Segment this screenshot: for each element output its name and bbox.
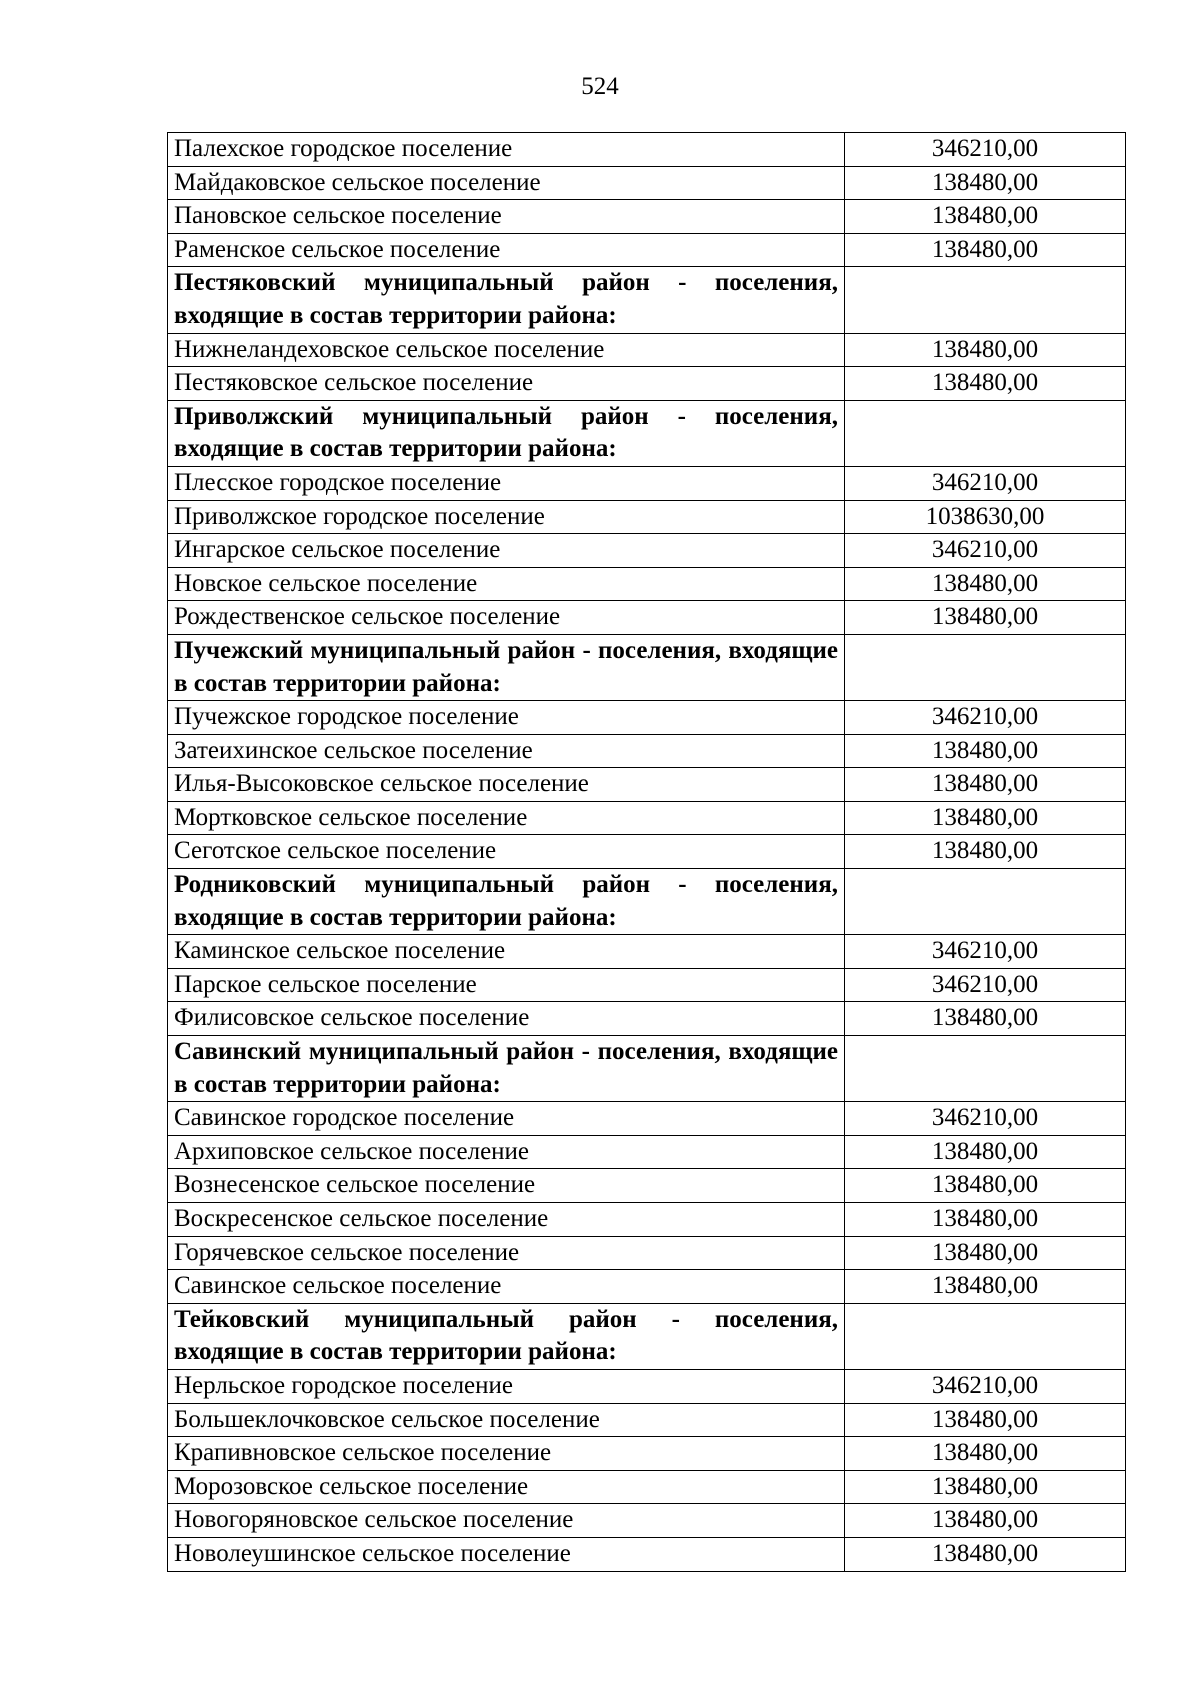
district-name-cell: Пучежский муниципальный район - поселения, входящие в состав территории района: (168, 634, 845, 700)
amount-cell: 138480,00 (845, 734, 1126, 768)
settlement-name-cell: Нерльское городское поселение (168, 1369, 845, 1403)
district-name-cell: Савинский муниципальный район - поселения, входящие в состав территории района: (168, 1036, 845, 1102)
settlement-row (168, 534, 1126, 568)
amount-cell (845, 267, 1126, 333)
settlement-row (168, 500, 1126, 534)
district-name-cell: Родниковский муниципальный район - поселения, входящие в состав территории района: (168, 869, 845, 935)
amount-cell: 138480,00 (845, 367, 1126, 401)
district-name-cell: Пестяковский муниципальный район - поселения, входящие в состав территории района: (168, 267, 845, 333)
settlement-row (168, 1437, 1126, 1471)
settlement-name-cell: Пановское сельское поселение (168, 200, 845, 234)
settlement-row (168, 968, 1126, 1002)
settlement-row (168, 367, 1126, 401)
amount-cell: 138480,00 (845, 1135, 1126, 1169)
district-name-cell: Приволжский муниципальный район - поселения, входящие в состав территории района: (168, 400, 845, 466)
settlement-row (168, 1203, 1126, 1237)
settlements-table-body (168, 133, 1126, 1572)
amount-cell: 138480,00 (845, 768, 1126, 802)
amount-cell: 138480,00 (845, 1437, 1126, 1471)
settlement-row (168, 835, 1126, 869)
amount-cell: 346210,00 (845, 701, 1126, 735)
settlement-name-cell: Пучежское городское поселение (168, 701, 845, 735)
settlement-name-cell: Затеихинское сельское поселение (168, 734, 845, 768)
settlement-row (168, 734, 1126, 768)
settlement-row (168, 1236, 1126, 1270)
settlement-name-cell: Приволжское городское поселение (168, 500, 845, 534)
amount-cell: 138480,00 (845, 1504, 1126, 1538)
settlement-name-cell: Горячевское сельское поселение (168, 1236, 845, 1270)
settlement-row (168, 1537, 1126, 1571)
settlement-name-cell: Илья-Высоковское сельское поселение (168, 768, 845, 802)
amount-cell (845, 1303, 1126, 1369)
settlement-row (168, 601, 1126, 635)
amount-cell: 138480,00 (845, 233, 1126, 267)
settlement-name-cell: Раменское сельское поселение (168, 233, 845, 267)
settlement-name-cell: Морозовское сельское поселение (168, 1470, 845, 1504)
settlement-name-cell: Сеготское сельское поселение (168, 835, 845, 869)
amount-cell: 346210,00 (845, 968, 1126, 1002)
settlement-row (168, 1369, 1126, 1403)
settlement-name-cell: Савинское сельское поселение (168, 1270, 845, 1304)
amount-cell: 138480,00 (845, 1236, 1126, 1270)
settlement-name-cell: Парское сельское поселение (168, 968, 845, 1002)
amount-cell: 346210,00 (845, 534, 1126, 568)
district-header-row (168, 400, 1126, 466)
amount-cell (845, 400, 1126, 466)
district-name-cell: Тейковский муниципальный район - поселения, входящие в состав территории района: (168, 1303, 845, 1369)
settlement-name-cell: Майдаковское сельское поселение (168, 166, 845, 200)
settlement-row (168, 1403, 1126, 1437)
settlement-row (168, 1135, 1126, 1169)
amount-cell: 138480,00 (845, 835, 1126, 869)
district-header-row (168, 267, 1126, 333)
settlement-name-cell: Рождественское сельское поселение (168, 601, 845, 635)
district-header-row (168, 1036, 1126, 1102)
settlement-row (168, 166, 1126, 200)
settlement-name-cell: Новогоряновское сельское поселение (168, 1504, 845, 1538)
amount-cell: 138480,00 (845, 1203, 1126, 1237)
settlement-row (168, 1002, 1126, 1036)
settlement-name-cell: Пестяковское сельское поселение (168, 367, 845, 401)
settlement-row (168, 801, 1126, 835)
amount-cell: 138480,00 (845, 1270, 1126, 1304)
settlement-name-cell: Нижнеландеховское сельское поселение (168, 333, 845, 367)
amount-cell (845, 869, 1126, 935)
settlement-name-cell: Воскресенское сельское поселение (168, 1203, 845, 1237)
settlement-name-cell: Палехское городское поселение (168, 133, 845, 167)
amount-cell (845, 1036, 1126, 1102)
amount-cell: 138480,00 (845, 166, 1126, 200)
amount-cell: 138480,00 (845, 567, 1126, 601)
settlement-row (168, 133, 1126, 167)
settlement-name-cell: Мортковское сельское поселение (168, 801, 845, 835)
settlement-name-cell: Архиповское сельское поселение (168, 1135, 845, 1169)
settlement-row (168, 567, 1126, 601)
settlement-row (168, 1270, 1126, 1304)
settlement-row (168, 333, 1126, 367)
amount-cell (845, 634, 1126, 700)
page-number: 524 (581, 73, 619, 100)
settlement-name-cell: Большеклочковское сельское поселение (168, 1403, 845, 1437)
district-header-row (168, 634, 1126, 700)
settlement-row (168, 1504, 1126, 1538)
amount-cell: 138480,00 (845, 200, 1126, 234)
settlements-table (167, 132, 1126, 1572)
amount-cell: 138480,00 (845, 801, 1126, 835)
amount-cell: 346210,00 (845, 1369, 1126, 1403)
district-header-row (168, 869, 1126, 935)
settlement-row (168, 1470, 1126, 1504)
amount-cell: 138480,00 (845, 1537, 1126, 1571)
settlement-row (168, 1169, 1126, 1203)
settlement-row (168, 768, 1126, 802)
settlement-row (168, 701, 1126, 735)
settlement-name-cell: Ингарское сельское поселение (168, 534, 845, 568)
settlement-name-cell: Новолеушинское сельское поселение (168, 1537, 845, 1571)
amount-cell: 138480,00 (845, 1470, 1126, 1504)
amount-cell: 138480,00 (845, 333, 1126, 367)
amount-cell: 138480,00 (845, 1169, 1126, 1203)
amount-cell: 1038630,00 (845, 500, 1126, 534)
amount-cell: 138480,00 (845, 1002, 1126, 1036)
settlement-name-cell: Каминское сельское поселение (168, 935, 845, 969)
settlement-row (168, 935, 1126, 969)
settlement-row (168, 233, 1126, 267)
amount-cell: 346210,00 (845, 133, 1126, 167)
settlement-name-cell: Новское сельское поселение (168, 567, 845, 601)
amount-cell: 346210,00 (845, 935, 1126, 969)
settlement-name-cell: Крапивновское сельское поселение (168, 1437, 845, 1471)
amount-cell: 346210,00 (845, 466, 1126, 500)
district-header-row (168, 1303, 1126, 1369)
amount-cell: 346210,00 (845, 1102, 1126, 1136)
settlement-row (168, 466, 1126, 500)
settlement-name-cell: Вознесенское сельское поселение (168, 1169, 845, 1203)
settlement-row (168, 1102, 1126, 1136)
settlement-row (168, 200, 1126, 234)
settlement-name-cell: Филисовское сельское поселение (168, 1002, 845, 1036)
amount-cell: 138480,00 (845, 601, 1126, 635)
settlement-name-cell: Плесское городское поселение (168, 466, 845, 500)
amount-cell: 138480,00 (845, 1403, 1126, 1437)
settlement-name-cell: Савинское городское поселение (168, 1102, 845, 1136)
